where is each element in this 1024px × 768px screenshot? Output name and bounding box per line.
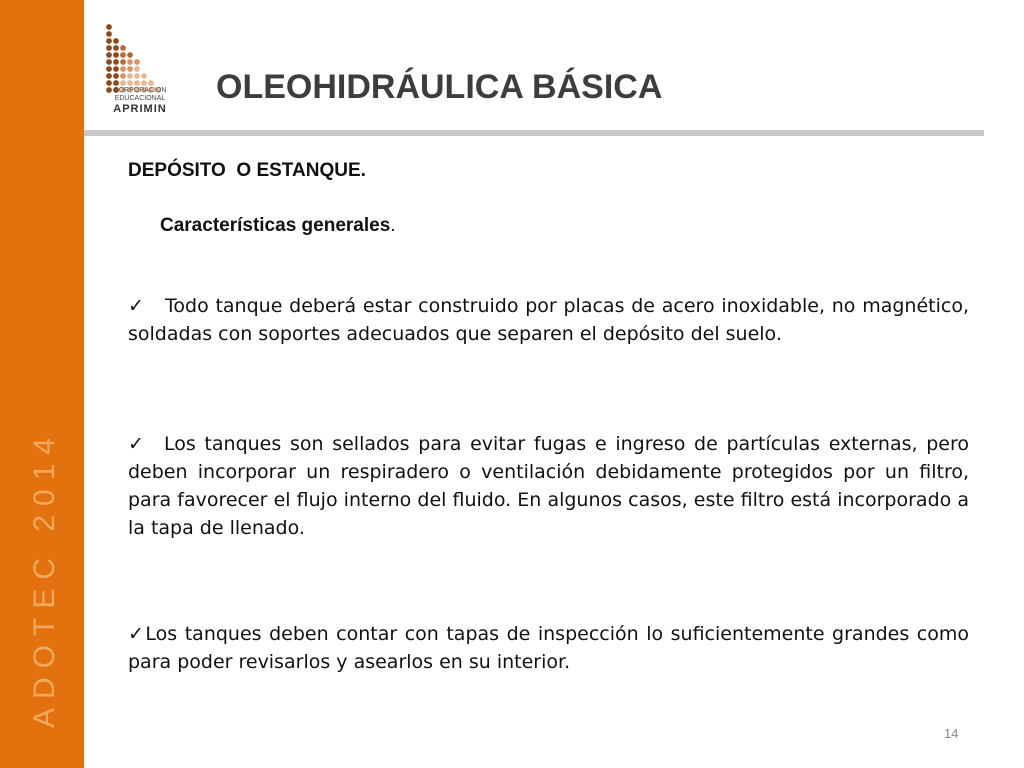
logo-line-1: CORPORACION bbox=[113, 87, 167, 94]
logo-line-3: APRIMIN bbox=[113, 103, 167, 115]
checkmark-icon: ✓ bbox=[128, 623, 146, 645]
sidebar-vertical-text: ADOTEC 2014 bbox=[28, 428, 61, 728]
bullet-spacer bbox=[145, 295, 165, 317]
bullet-text: Los tanques deben contar con tapas de inspección lo suficientemente grandes como para poder revisarlos y asearlos en su interior. bbox=[128, 623, 969, 673]
title-divider bbox=[84, 130, 984, 136]
section-heading: DEPÓSITO O ESTANQUE. bbox=[128, 160, 366, 181]
checkmark-icon: ✓ bbox=[128, 295, 145, 317]
bullet-text: Los tanques son sellados para evitar fugas e ingreso de partículas externas, pero deben incorporar un respiradero o ventilación debidamente protegidos por un filtro, para favorecer el flujo interno del fluido. En algunos casos, este filtro está incorporado a la tapa de llenado. bbox=[128, 433, 969, 539]
logo-line-2: EDUCACIONAL bbox=[114, 95, 166, 102]
checkmark-icon: ✓ bbox=[128, 433, 147, 455]
bullet-item bbox=[128, 620, 969, 676]
bullet-spacer bbox=[147, 433, 164, 455]
subheading-period: . bbox=[390, 215, 396, 236]
bullet-text: Todo tanque deberá estar construido por placas de acero inoxidable, no magnético, soldadas con soportes adecuados que separen el depósito del suelo. bbox=[128, 295, 969, 345]
bullet-item bbox=[128, 292, 969, 348]
page-number: 14 bbox=[944, 726, 959, 741]
bullet-item bbox=[128, 430, 969, 542]
subheading-text: Características generales bbox=[160, 215, 391, 236]
page-title: OLEOHIDRÁULICA BÁSICA bbox=[216, 68, 663, 106]
subheading bbox=[160, 215, 396, 237]
